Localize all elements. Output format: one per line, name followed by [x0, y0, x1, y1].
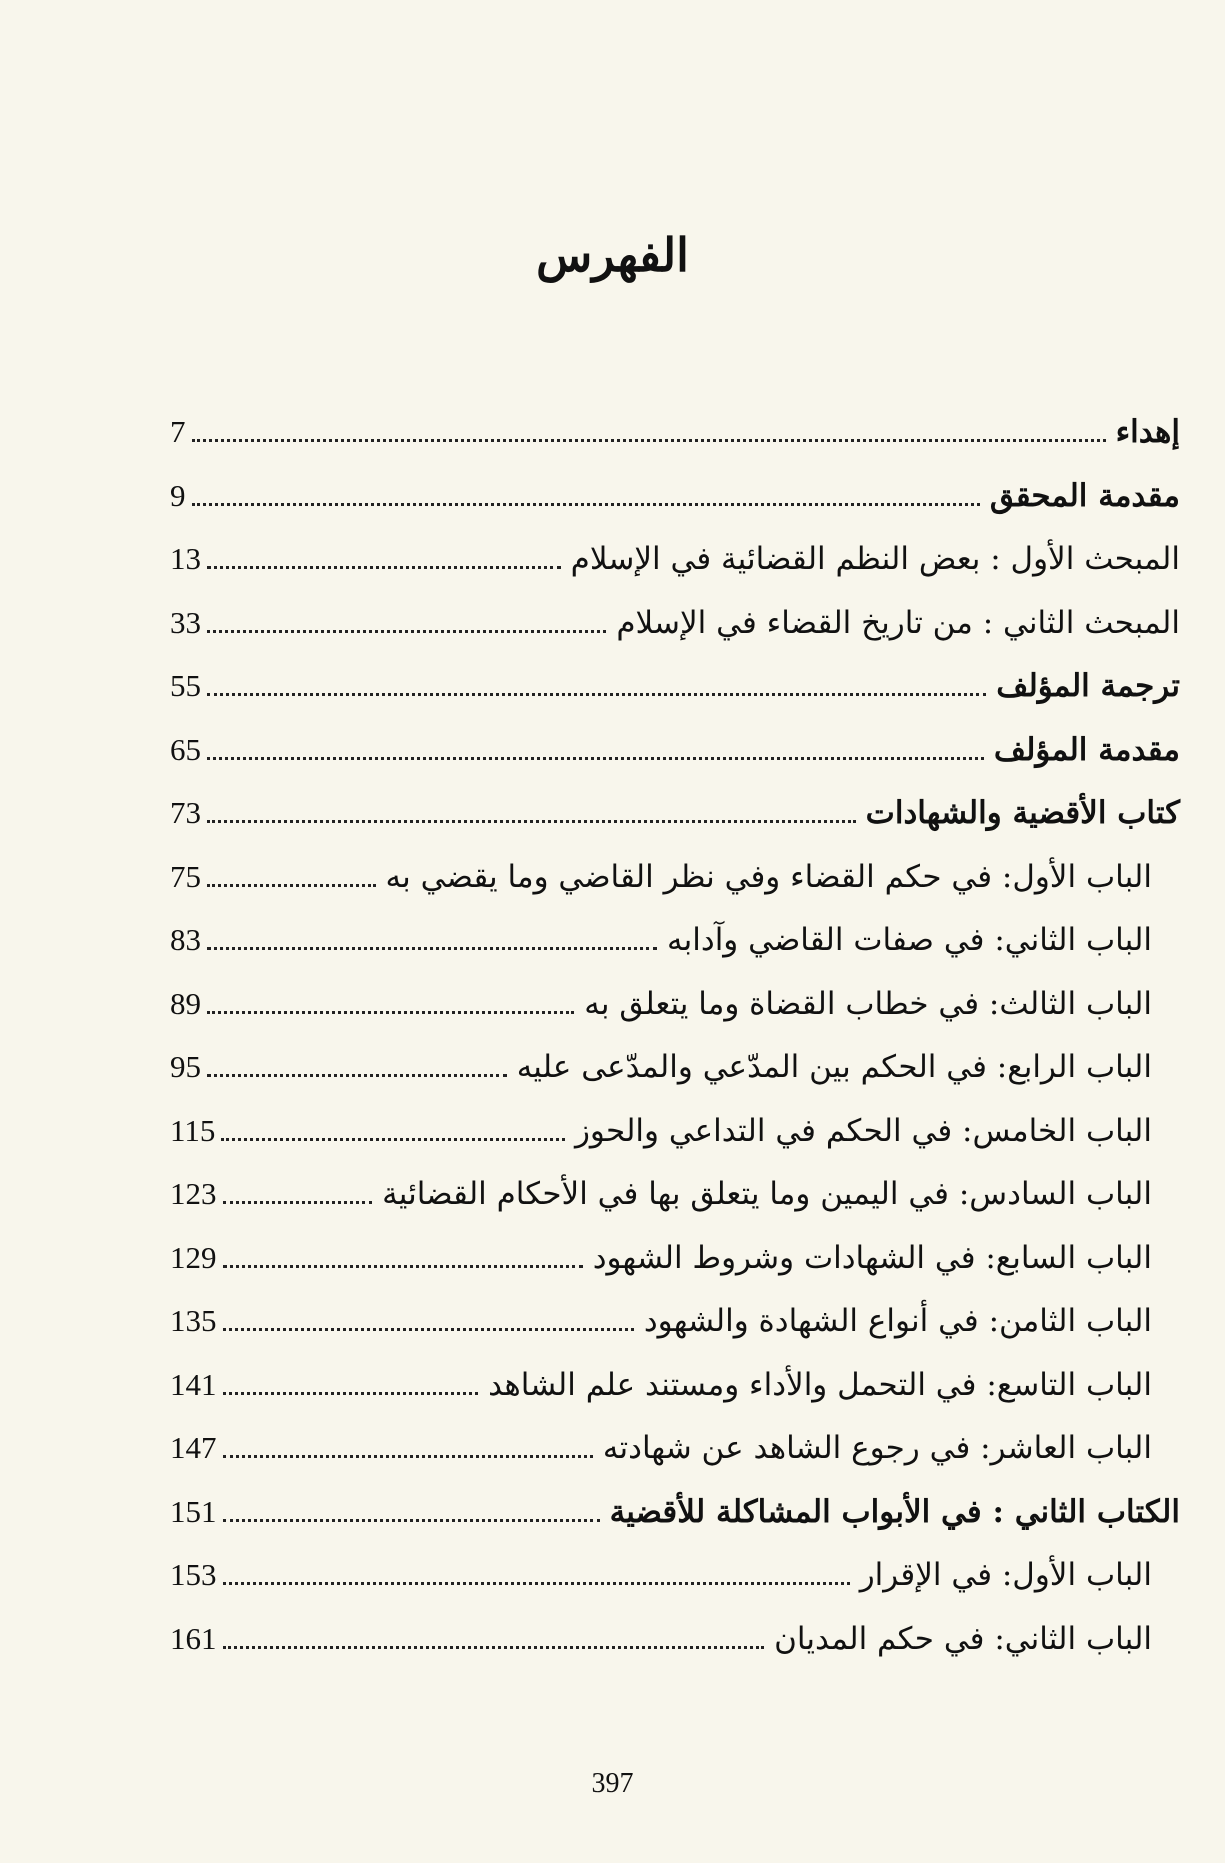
toc-leader-dots [192, 503, 980, 506]
toc-leader-dots [207, 947, 657, 950]
toc-entry-page: 95 [170, 1049, 201, 1084]
toc-entry-label: الباب العاشر: في رجوع الشاهد عن شهادته [602, 1430, 1152, 1466]
toc-entry [170, 1480, 1180, 1544]
toc-entry-label: الباب الثاني: في صفات القاضي وآدابه [667, 922, 1152, 958]
toc-entry [170, 1289, 1180, 1353]
toc-entry-label: المبحث الثاني : من تاريخ القضاء في الإسلام [616, 604, 1180, 641]
toc-entry-page: 123 [170, 1176, 217, 1211]
toc-entry-label: مقدمة المؤلف [993, 731, 1180, 768]
toc-entry-label: الباب الأول: في الإقرار [859, 1557, 1152, 1593]
toc-entry-page: 73 [170, 795, 201, 830]
toc-entry-page: 9 [170, 477, 186, 513]
toc-leader-dots [221, 1138, 565, 1141]
toc-entry-label: الباب الأول: في حكم القضاء وفي نظر القاضي وما يقضي به [385, 858, 1152, 895]
table-of-contents [170, 400, 1180, 1670]
toc-entry-page: 65 [170, 731, 201, 767]
toc-leader-dots [223, 1328, 634, 1331]
toc-entry-label: الكتاب الثاني : في الأبواب المشاكلة للأقضية [609, 1493, 1180, 1530]
toc-leader-dots [207, 1074, 507, 1077]
toc-entry [170, 464, 1180, 528]
toc-entry [170, 1162, 1180, 1226]
toc-entry-page: 75 [170, 858, 201, 894]
toc-entry-page: 33 [170, 604, 201, 640]
toc-entry-label: الباب الثاني: في حكم المديان [774, 1620, 1152, 1657]
toc-entry-page: 135 [170, 1303, 217, 1338]
toc-entry-page: 13 [170, 541, 201, 576]
toc-entry-label: الباب الخامس: في الحكم في التداعي والحوز [574, 1112, 1152, 1149]
toc-leader-dots [207, 630, 606, 633]
toc-entry-page: 7 [170, 414, 186, 449]
toc-entry-label: ترجمة المؤلف [996, 668, 1180, 704]
toc-entry [170, 781, 1180, 845]
toc-leader-dots [223, 1201, 373, 1204]
toc-leader-dots [207, 566, 561, 569]
toc-entry [170, 972, 1180, 1036]
toc-entry [170, 400, 1180, 464]
toc-entry-label: الباب الرابع: في الحكم بين المدّعي والمدّعى عليه [516, 1049, 1152, 1085]
toc-entry [170, 908, 1180, 972]
toc-entry-label: الباب التاسع: في التحمل والأداء ومستند علم الشاهد [488, 1366, 1152, 1403]
toc-entry [170, 1226, 1180, 1290]
toc-leader-dots [223, 1265, 583, 1268]
toc-entry [170, 527, 1180, 591]
toc-entry-page: 89 [170, 985, 201, 1021]
toc-entry-label: الباب الثالث: في خطاب القضاة وما يتعلق به [584, 985, 1152, 1022]
toc-leader-dots [223, 1519, 600, 1522]
toc-entry [170, 845, 1180, 909]
toc-entry-page: 147 [170, 1430, 217, 1465]
toc-entry [170, 1607, 1180, 1671]
toc-entry [170, 591, 1180, 655]
toc-entry [170, 1353, 1180, 1417]
toc-entry-page: 161 [170, 1620, 217, 1656]
toc-entry-label: الباب السابع: في الشهادات وشروط الشهود [592, 1239, 1152, 1276]
toc-entry-label: مقدمة المحقق [989, 477, 1180, 514]
toc-entry [170, 1035, 1180, 1099]
toc-entry-label: كتاب الأقضية والشهادات [865, 795, 1180, 831]
toc-entry [170, 718, 1180, 782]
toc-entry-page: 141 [170, 1366, 217, 1402]
toc-leader-dots [207, 757, 984, 760]
toc-entry-page: 153 [170, 1557, 217, 1592]
toc-entry-page: 83 [170, 922, 201, 957]
toc-leader-dots [207, 693, 986, 696]
toc-leader-dots [223, 1455, 593, 1458]
toc-entry [170, 1416, 1180, 1480]
toc-entry-label: الباب الثامن: في أنواع الشهادة والشهود [643, 1303, 1152, 1339]
page-number: 397 [591, 1768, 634, 1799]
toc-leader-dots [192, 439, 1106, 442]
toc-entry [170, 1099, 1180, 1163]
toc-leader-dots [223, 1392, 479, 1395]
toc-entry-page: 115 [170, 1112, 216, 1148]
toc-entry-label: المبحث الأول : بعض النظم القضائية في الإسلام [570, 541, 1180, 577]
toc-entry-label: الباب السادس: في اليمين وما يتعلق بها في الأحكام القضائية [382, 1176, 1152, 1212]
toc-entry-page: 129 [170, 1239, 217, 1275]
toc-leader-dots [223, 1582, 850, 1585]
toc-entry [170, 1543, 1180, 1607]
page-title: الفهرس [536, 228, 689, 282]
toc-entry [170, 654, 1180, 718]
toc-leader-dots [207, 884, 376, 887]
toc-leader-dots [207, 1011, 574, 1014]
toc-leader-dots [223, 1646, 765, 1649]
toc-entry-page: 151 [170, 1493, 217, 1529]
toc-entry-label: إهداء [1115, 414, 1180, 450]
toc-leader-dots [207, 820, 856, 823]
toc-entry-page: 55 [170, 668, 201, 703]
